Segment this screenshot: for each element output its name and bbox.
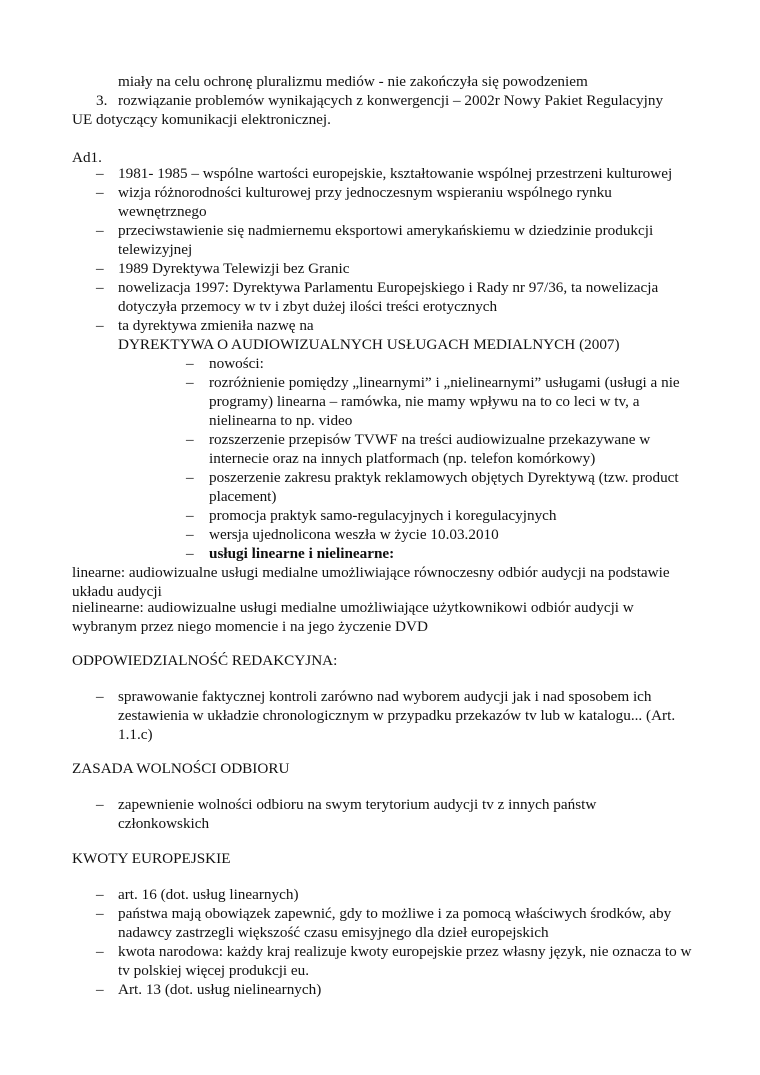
sub-list-item-text: rozszerzenie przepisów TVWF na treści audiowizualne przekazywane w internecie oraz na innych platformach (np. telefon komórkowy) xyxy=(209,431,651,467)
dash-marker: – xyxy=(96,279,104,296)
dash-marker: – xyxy=(186,374,194,391)
section-heading-quotas: KWOTY EUROPEJSKIE xyxy=(72,850,231,867)
dash-marker: – xyxy=(96,886,104,903)
dash-marker: – xyxy=(186,526,194,543)
intro-line: miały na celu ochronę pluralizmu mediów - nie zakończyła się powodzeniem xyxy=(118,73,588,90)
directive-name: DYREKTYWA O AUDIOWIZUALNYCH USŁUGACH MEDIALNYCH (2007) xyxy=(118,336,620,353)
list-item xyxy=(96,164,692,183)
sub-list-item-text: nowości: xyxy=(209,355,264,372)
list-item xyxy=(96,795,692,833)
list-item-text: państwa mają obowiązek zapewnić, gdy to możliwe i za pomocą właściwych środków, aby nadawcy zastrzegli większość czasu emisyjnego dla dzieł europejskich xyxy=(118,905,672,941)
dash-marker: – xyxy=(96,165,104,182)
list-item xyxy=(96,904,692,942)
list-item-text: zapewnienie wolności odbioru na swym terytorium audycji tv z innych państw członkowskich xyxy=(118,796,597,832)
dash-marker: – xyxy=(96,222,104,239)
list-item-text: nowelizacja 1997: Dyrektywa Parlamentu Europejskiego i Rady nr 97/36, ta nowelizacja dotyczyła przemocy w tv i zbyt dużej ilości treści erotycznych xyxy=(118,279,659,315)
dash-marker: – xyxy=(186,507,194,524)
dash-marker: – xyxy=(96,260,104,277)
list-item-text: ta dyrektywa zmieniła nazwę na xyxy=(118,317,314,334)
list-item-text: kwota narodowa: każdy kraj realizuje kwoty europejskie przez własny język, nie oznacza to w tv polskiej więcej produkcji eu. xyxy=(118,943,692,979)
list-item xyxy=(96,687,692,744)
sub-list-item xyxy=(186,525,696,544)
dash-marker: – xyxy=(96,905,104,922)
list-item-text: art. 16 (dot. usług linearnych) xyxy=(118,886,299,903)
dash-marker: – xyxy=(96,981,104,998)
sub-list-item-text: promocja praktyk samo-regulacyjnych i koregulacyjnych xyxy=(209,507,557,524)
dash-marker: – xyxy=(96,796,104,813)
section-heading-ad1: Ad1. xyxy=(72,149,102,166)
section-heading-editorial: ODPOWIEDZIALNOŚĆ REDAKCYJNA: xyxy=(72,652,338,669)
list-item xyxy=(96,885,692,904)
dash-marker: – xyxy=(96,943,104,960)
sub-list-item xyxy=(186,468,696,506)
sub-list-item-text: poszerzenie zakresu praktyk reklamowych objętych Dyrektywą (tzw. product placement) xyxy=(209,469,679,505)
list-item xyxy=(96,942,692,980)
list-item xyxy=(96,183,692,221)
nonlinear-definition: nielinearne: audiowizualne usługi medialne umożliwiające użytkownikowi odbiór audycji w wybranym przez niego momencie i na jego życzenie DVD xyxy=(72,599,634,635)
sub-list-item xyxy=(186,354,696,373)
sub-list-item-text: usługi linearne i nielinearne: xyxy=(209,545,395,562)
linear-definition: linearne: audiowizualne usługi medialne umożliwiające równoczesny odbiór audycji na podstawie układu audycji xyxy=(72,564,670,600)
dash-marker: – xyxy=(186,469,194,486)
list-item-text: przeciwstawienie się nadmiernemu eksportowi amerykańskiemu w dziedzinie produkcji telewizyjnej xyxy=(118,222,654,258)
list-item xyxy=(96,980,692,999)
numbered-item-3 xyxy=(96,91,696,110)
list-item xyxy=(96,278,692,316)
list-item xyxy=(96,259,692,278)
dash-marker: – xyxy=(96,184,104,201)
item-text: rozwiązanie problemów wynikających z konwergencji – 2002r Nowy Pakiet Regulacyjny xyxy=(118,92,664,109)
dash-marker: – xyxy=(186,431,194,448)
list-item-text: 1981- 1985 – wspólne wartości europejskie, kształtowanie wspólnej przestrzeni kulturowej xyxy=(118,165,673,182)
list-item-text: sprawowanie faktycznej kontroli zarówno nad wyborem audycji jak i nad sposobem ich zestawienia w układzie chronologicznym w przypadku przekazów tv lub w katalogu... (Art. 1.1.c) xyxy=(118,688,676,743)
dash-marker: – xyxy=(186,545,194,562)
sub-list-item xyxy=(186,373,696,430)
section-heading-freedom: ZASADA WOLNOŚCI ODBIORU xyxy=(72,760,290,777)
list-item-text: Art. 13 (dot. usług nielinearnych) xyxy=(118,981,322,998)
list-item xyxy=(96,221,692,259)
item-number: 3. xyxy=(96,92,108,109)
dash-marker: – xyxy=(96,317,104,334)
item-3-continuation: UE dotyczący komunikacji elektronicznej. xyxy=(72,111,331,128)
list-item-text: 1989 Dyrektywa Telewizji bez Granic xyxy=(118,260,350,277)
sub-list-item-text: wersja ujednolicona weszła w życie 10.03.2010 xyxy=(209,526,499,543)
sub-list-item xyxy=(186,430,696,468)
list-item-text: wizja różnorodności kulturowej przy jednoczesnym wspieraniu wspólnego rynku wewnętrznego xyxy=(118,184,612,220)
dash-marker: – xyxy=(96,688,104,705)
dash-marker: – xyxy=(186,355,194,372)
sub-list-item-text: rozróżnienie pomiędzy „linearnymi” i „nielinearnymi” usługami (usługi a nie programy) linearna – ramówka, nie mamy wpływu na to co leci w tv, a nielinearna to np. video xyxy=(209,374,680,429)
sub-list-item xyxy=(186,506,696,525)
sub-list-item-bold xyxy=(186,544,696,563)
list-item xyxy=(96,316,692,335)
